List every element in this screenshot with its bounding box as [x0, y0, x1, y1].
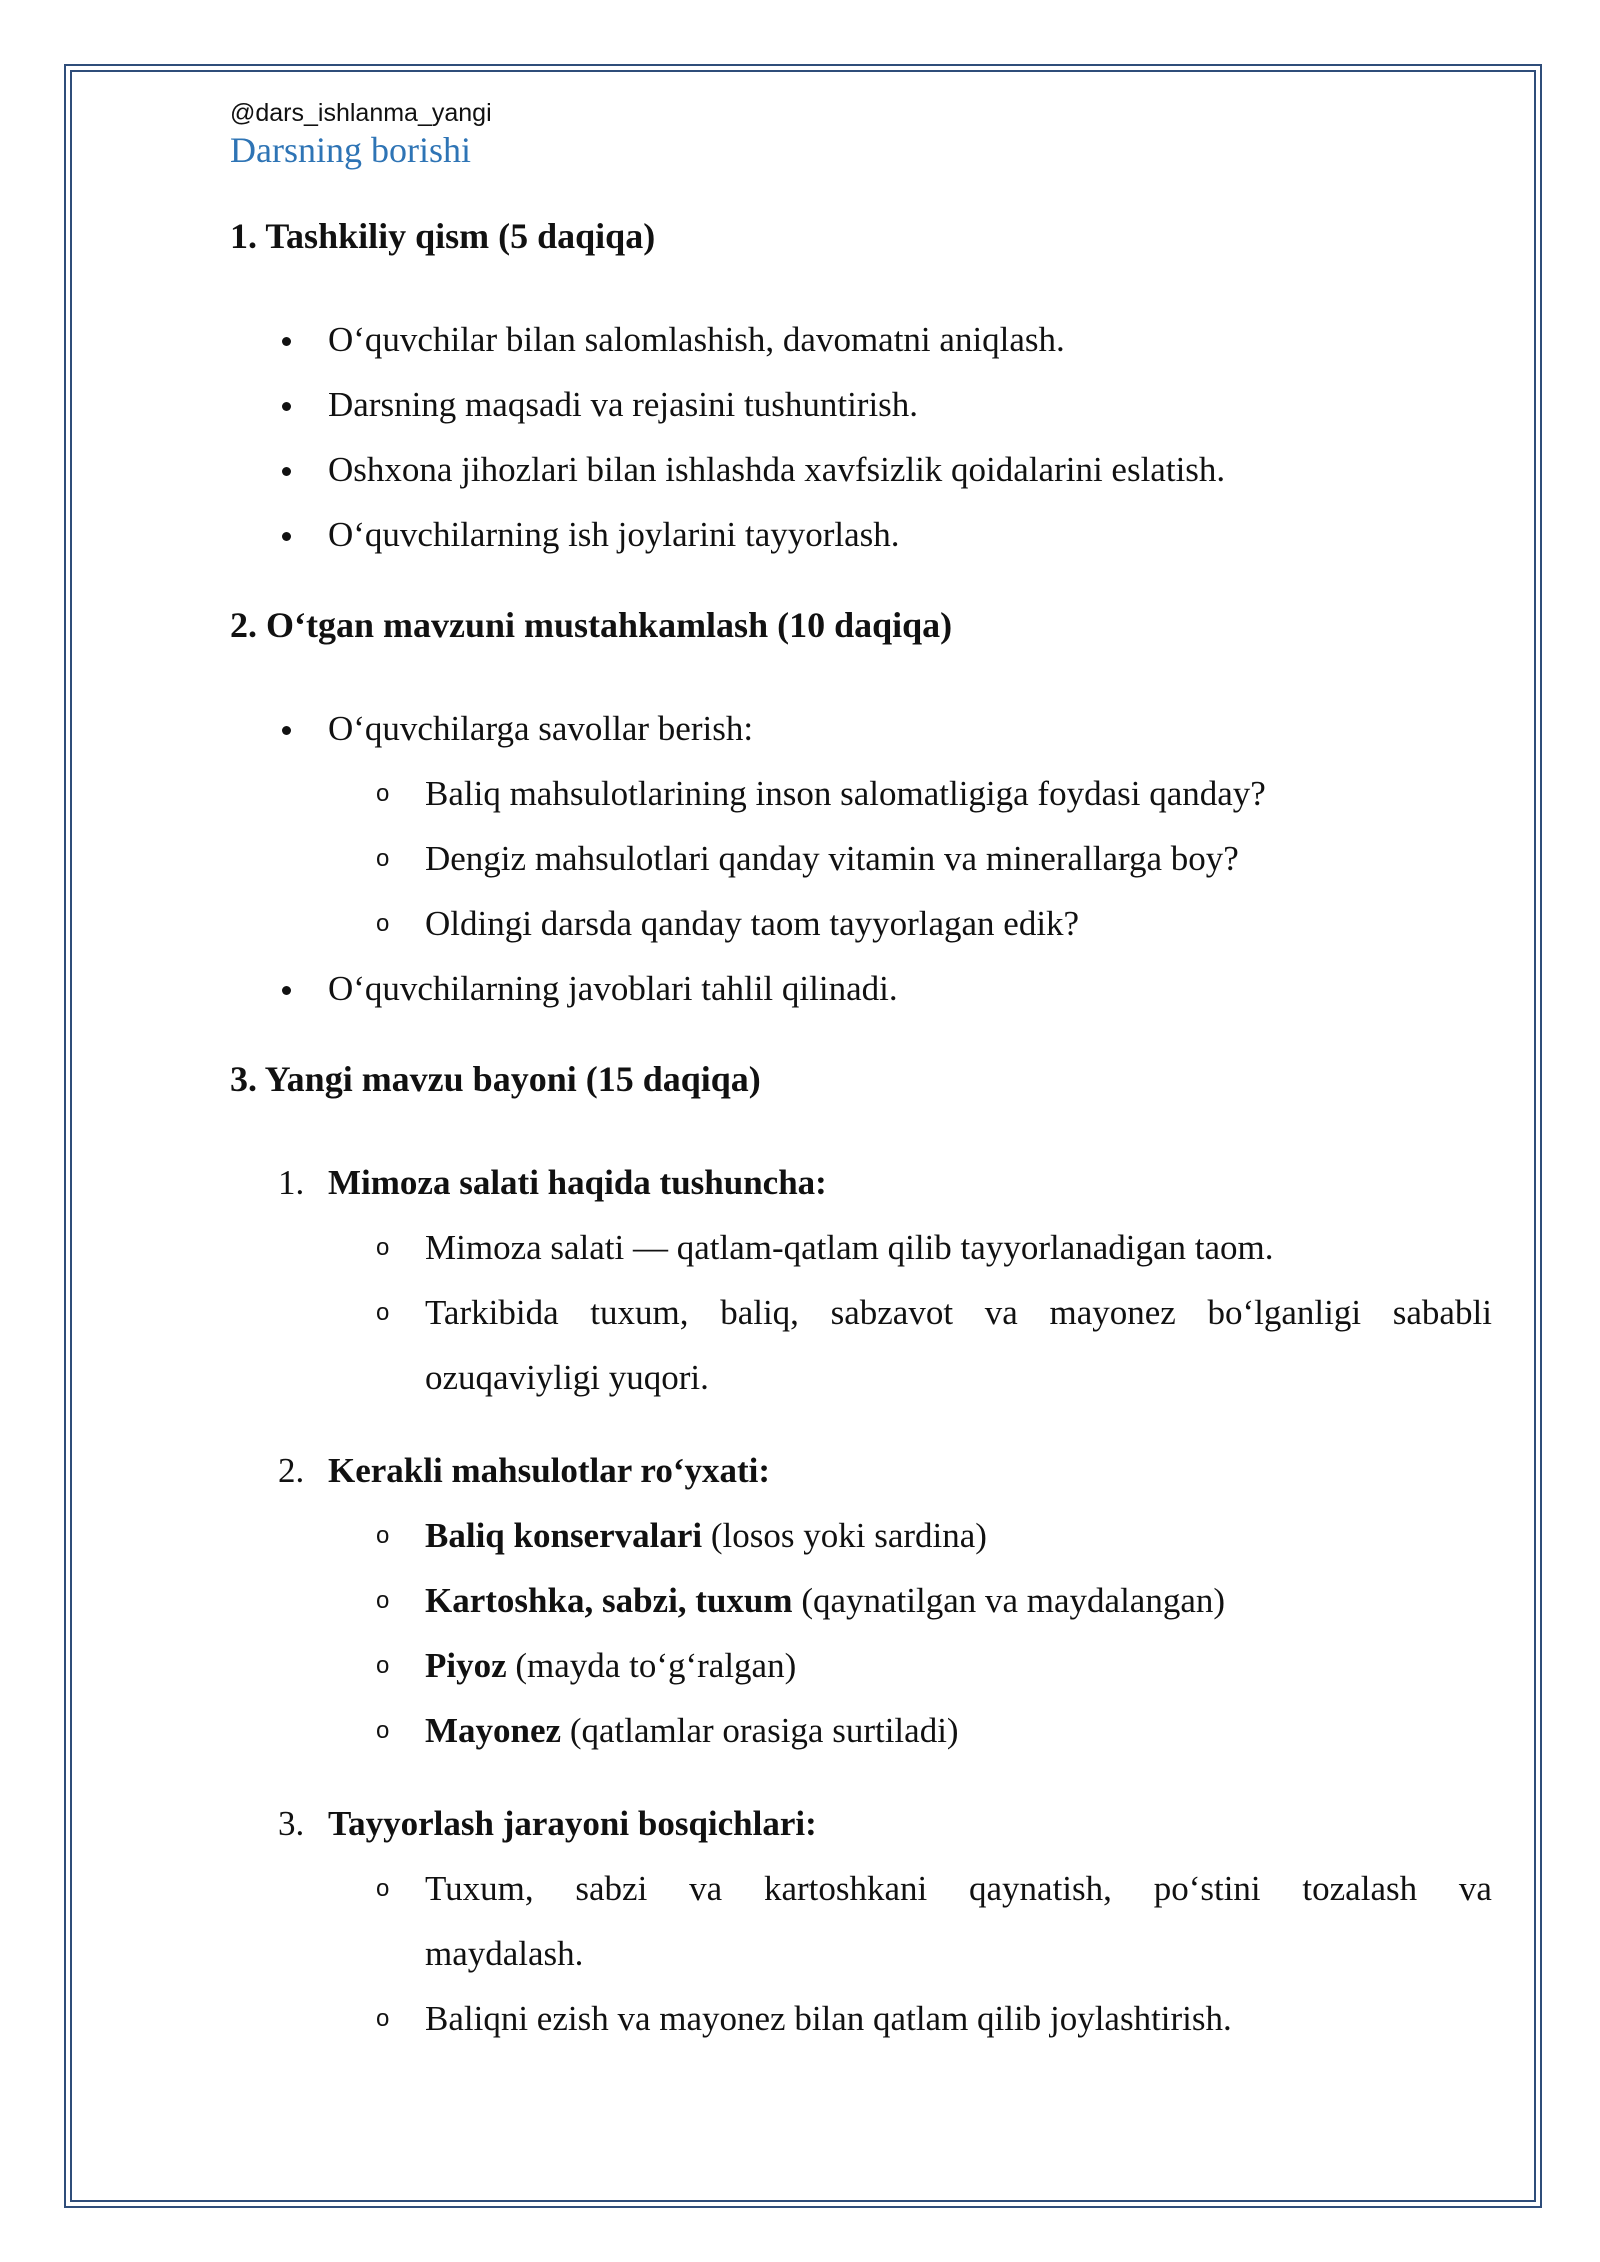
section-heading-3: 3. Yangi mavzu bayoni (15 daqiqa): [230, 1059, 761, 1099]
word: sabzavot: [830, 1293, 954, 1332]
channel-handle: @dars_ishlanma_yangi: [230, 99, 492, 127]
bullet-dot-icon: [282, 986, 291, 995]
sub-list-item: [230, 1280, 1492, 1345]
word: Tarkibida: [425, 1293, 559, 1332]
word: bo‘lganligi: [1207, 1293, 1362, 1332]
sub-list-item-continuation: maydalash.: [425, 1934, 584, 1973]
sub-list-item: o Baliqni ezish va mayonez bilan qatlam qilib joylashtirish.: [230, 1986, 1492, 2051]
bullet-dot-icon: [282, 532, 291, 541]
word: qaynatish,: [969, 1869, 1112, 1908]
word: tozalash: [1302, 1869, 1418, 1908]
list-item: O‘quvchilarga savollar berish:: [230, 696, 1492, 761]
bullet-dot-icon: [282, 467, 291, 476]
list-item: Darsning maqsadi va rejasini tushuntirish.: [230, 372, 1492, 437]
sub-list-item: o Piyoz (mayda to‘g‘ralgan): [230, 1633, 1492, 1698]
sub-list-item: o Baliq mahsulotlarining inson salomatligiga foydasi qanday?: [230, 761, 1492, 826]
sub-list-item: [230, 1856, 1492, 1921]
word: sabzi: [575, 1869, 648, 1908]
sub-list-item: o Oldingi darsda qanday taom tayyorlagan edik?: [230, 891, 1492, 956]
sub-bullet-icon: o: [376, 2005, 390, 2032]
sub-list-item: o Mimoza salati — qatlam-qatlam qilib tayyorlanadigan taom.: [230, 1215, 1492, 1280]
section-heading-2: 2. O‘tgan mavzuni mustahkamlash (10 daqiqa): [230, 605, 953, 645]
word: va: [1458, 1869, 1492, 1908]
numbered-item: 2. Kerakli mahsulotlar ro‘yxati:: [278, 1451, 771, 1490]
list-item: Oshxona jihozlari bilan ishlashda xavfsizlik qoidalarini eslatish.: [230, 437, 1492, 502]
word: sababli: [1392, 1293, 1492, 1332]
word: po‘stini: [1153, 1869, 1261, 1908]
bullet-dot-icon: [282, 402, 291, 411]
bullet-dot-icon: [282, 337, 291, 346]
sub-bullet-icon: o: [376, 845, 390, 872]
word: mayonez: [1049, 1293, 1176, 1332]
word: va: [984, 1293, 1018, 1332]
list-item: O‘quvchilar bilan salomlashish, davomatni aniqlash.: [230, 307, 1492, 372]
bullet-dot-icon: [282, 726, 291, 735]
word: kartoshkani: [763, 1869, 928, 1908]
word: baliq,: [720, 1293, 799, 1332]
sub-bullet-icon: o: [376, 1234, 390, 1261]
sub-bullet-icon: o: [376, 1652, 390, 1679]
word: Tuxum,: [425, 1869, 534, 1908]
sub-list-item-continuation: ozuqaviyligi yuqori.: [425, 1358, 709, 1397]
sub-list-item: o Mayonez (qatlamlar orasiga surtiladi): [230, 1698, 1492, 1763]
word: va: [689, 1869, 723, 1908]
document-body: [230, 96, 1492, 2051]
sub-bullet-icon: o: [376, 910, 390, 937]
sub-bullet-icon: o: [376, 1717, 390, 1744]
numbered-item: 3. Tayyorlash jarayoni bosqichlari:: [278, 1804, 817, 1843]
sub-list-item: o Baliq konservalari (losos yoki sardina): [230, 1503, 1492, 1568]
numbered-item: 1. Mimoza salati haqida tushuncha:: [278, 1163, 827, 1202]
section-heading-1: 1. Tashkiliy qism (5 daqiqa): [230, 216, 656, 256]
sub-bullet-icon: o: [376, 780, 390, 807]
sub-bullet-icon: o: [376, 1522, 390, 1549]
list-item: O‘quvchilarning javoblari tahlil qilinadi.: [230, 956, 1492, 1021]
sub-bullet-icon: o: [376, 1587, 390, 1614]
word: tuxum,: [590, 1293, 689, 1332]
sub-bullet-icon: o: [376, 1875, 390, 1902]
list-item: O‘quvchilarning ish joylarini tayyorlash.: [230, 502, 1492, 567]
sub-bullet-icon: o: [376, 1299, 390, 1326]
document-title: Darsning borishi: [230, 130, 471, 170]
sub-list-item: o Dengiz mahsulotlari qanday vitamin va minerallarga boy?: [230, 826, 1492, 891]
sub-list-item: o Kartoshka, sabzi, tuxum (qaynatilgan va maydalangan): [230, 1568, 1492, 1633]
